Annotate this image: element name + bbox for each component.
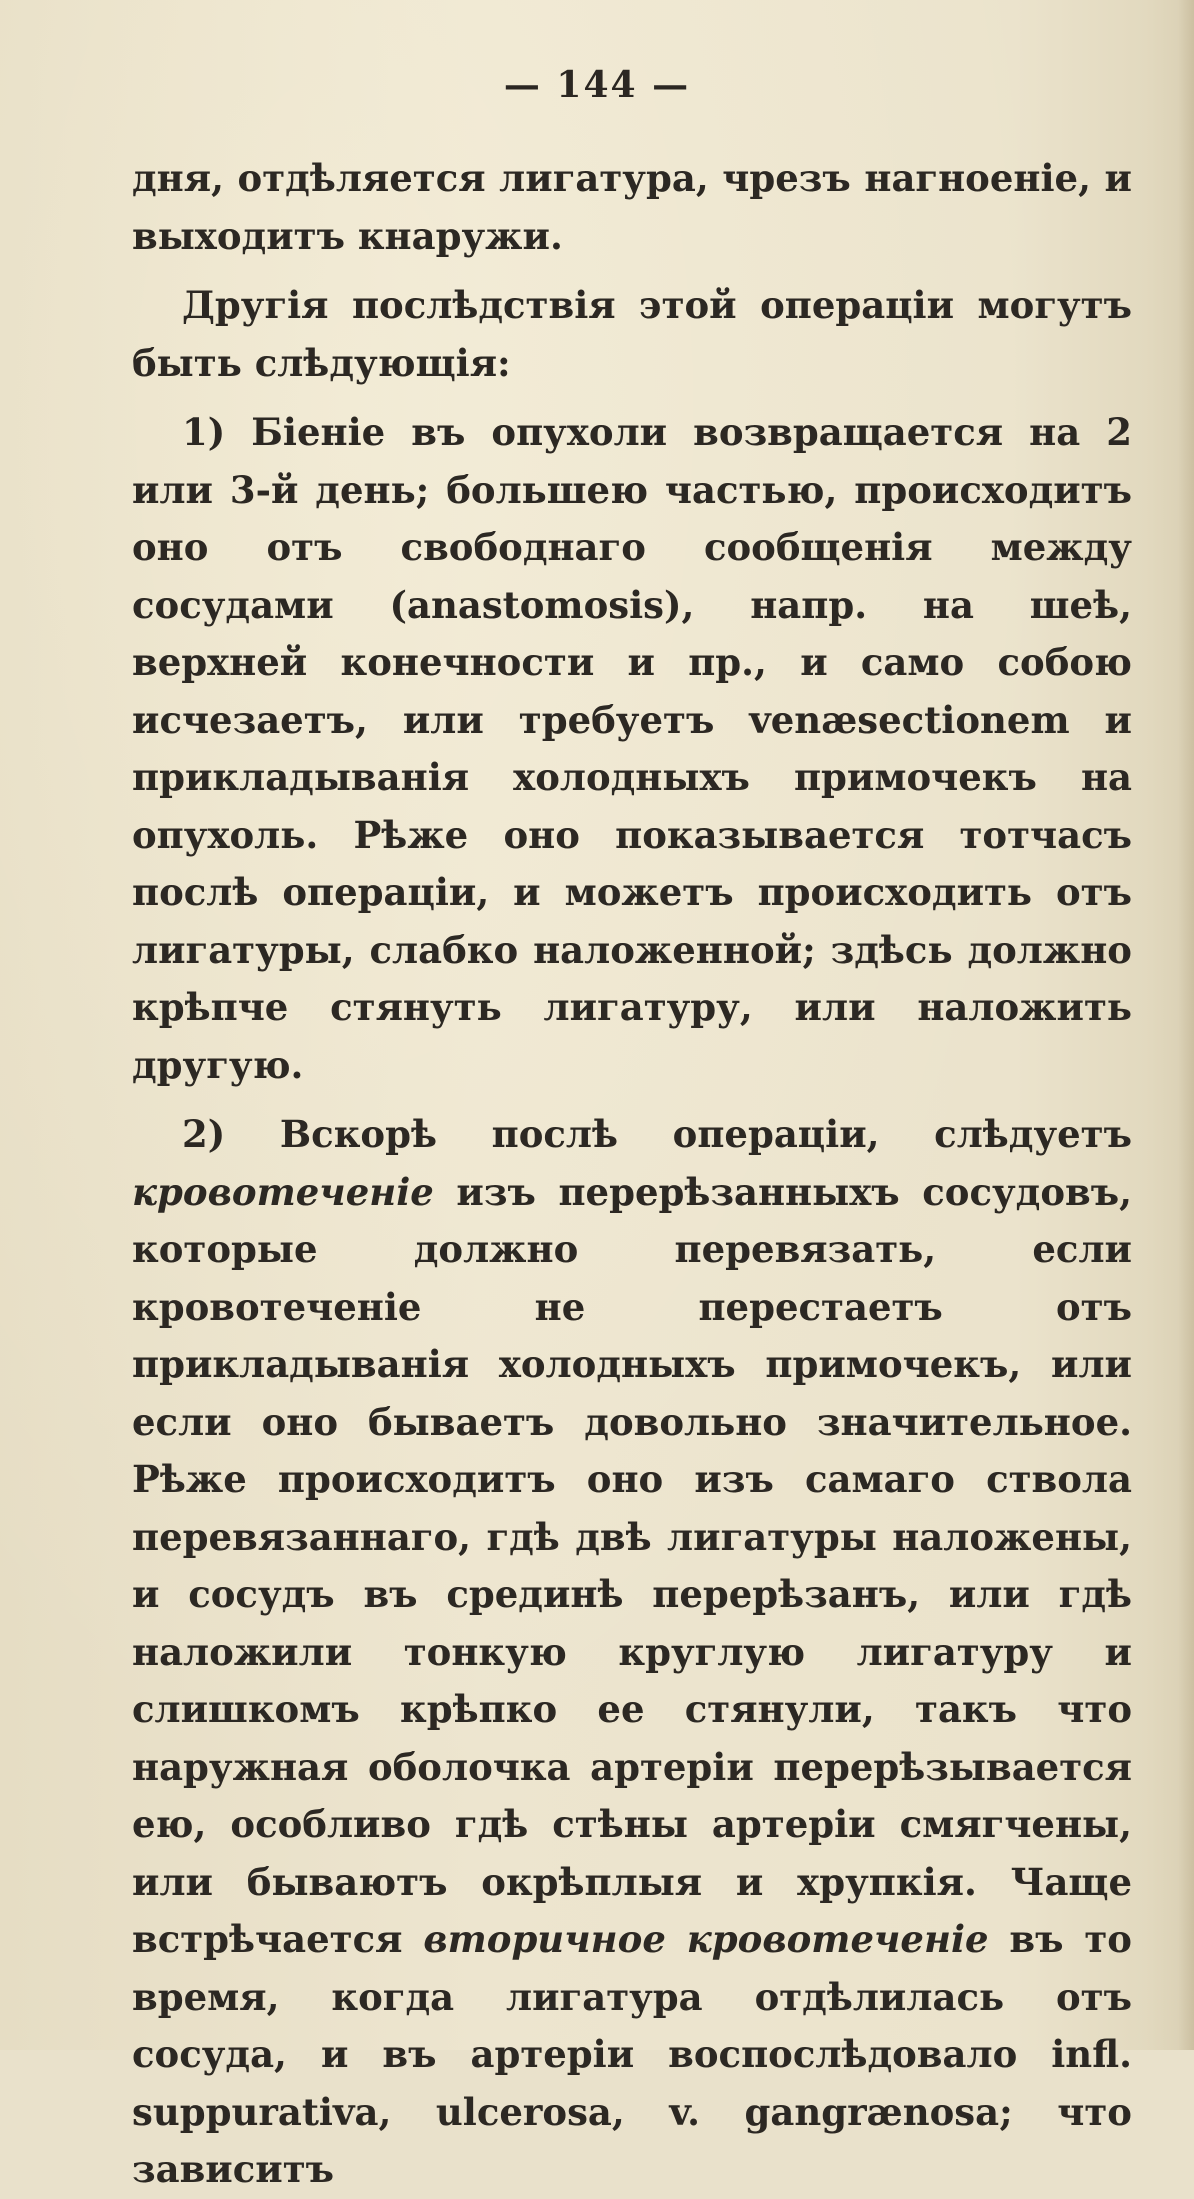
- paragraph-item-2-before: 2) Вскорѣ послѣ операціи, слѣдуетъ: [182, 1112, 1132, 1156]
- paragraph-item-2: [132, 1106, 1132, 2199]
- term-hemorrhage: кровотеченіе: [132, 1169, 434, 1214]
- paragraph-item-2-after: въ то время, когда лигатура отдѣлилась отъ сосуда, и въ артеріи воспослѣдовало infl. suppurativa, ulcerosa, v. gangrænosa; что зависитъ: [132, 1917, 1132, 2191]
- paragraph-item-2-middle: изъ перерѣзанныхъ сосудовъ, которые должно перевязать, если кровотеченіе не перестаетъ отъ прикладыванія холодныхъ примочекъ, или если оно бываетъ довольно значительное. Рѣже происходитъ оно изъ самаго ствола перевязаннаго, гдѣ двѣ лигатуры наложены, и сосудъ въ срединѣ перерѣзанъ, или гдѣ наложили тонкую круглую лигатуру и слишкомъ крѣпко ее стянули, такъ что наружная оболочка артеріи перерѣзывается ею, особливо гдѣ стѣны артеріи смягчены, или бываютъ окрѣплыя и хрупкія. Чаще встрѣчается: [132, 1169, 1132, 1961]
- body-text: [132, 150, 1132, 2199]
- page-edge-shadow: [1178, 0, 1194, 2050]
- term-secondary-hemorrhage: вторичное кровотеченіе: [423, 1917, 989, 1961]
- paragraph-item-1: 1) Біеніе въ опухоли возвращается на 2 или 3-й день; большею частью, происходитъ оно отъ свободнаго сообщенія между сосудами (anastomosis), напр. на шеѣ, верхней конечности и пр., и само собою исчезаетъ, или требуетъ venæsectionem и прикладыванія холодныхъ примочекъ на опухоль. Рѣже оно показывается тотчасъ послѣ операціи, и можетъ происходить отъ лигатуры, слабко наложенной; здѣсь должно крѣпче стянуть лигатуру, или наложить другую.: [132, 410, 1132, 1087]
- page-number: — 144 —: [503, 64, 691, 106]
- paragraph-continuation: дня, отдѣляется лигатура, чрезъ нагноеніе, и выходитъ кнаружи.: [132, 156, 1132, 258]
- paragraph-consequences-intro: Другія послѣдствія этой операціи могутъ быть слѣдующія:: [132, 283, 1132, 385]
